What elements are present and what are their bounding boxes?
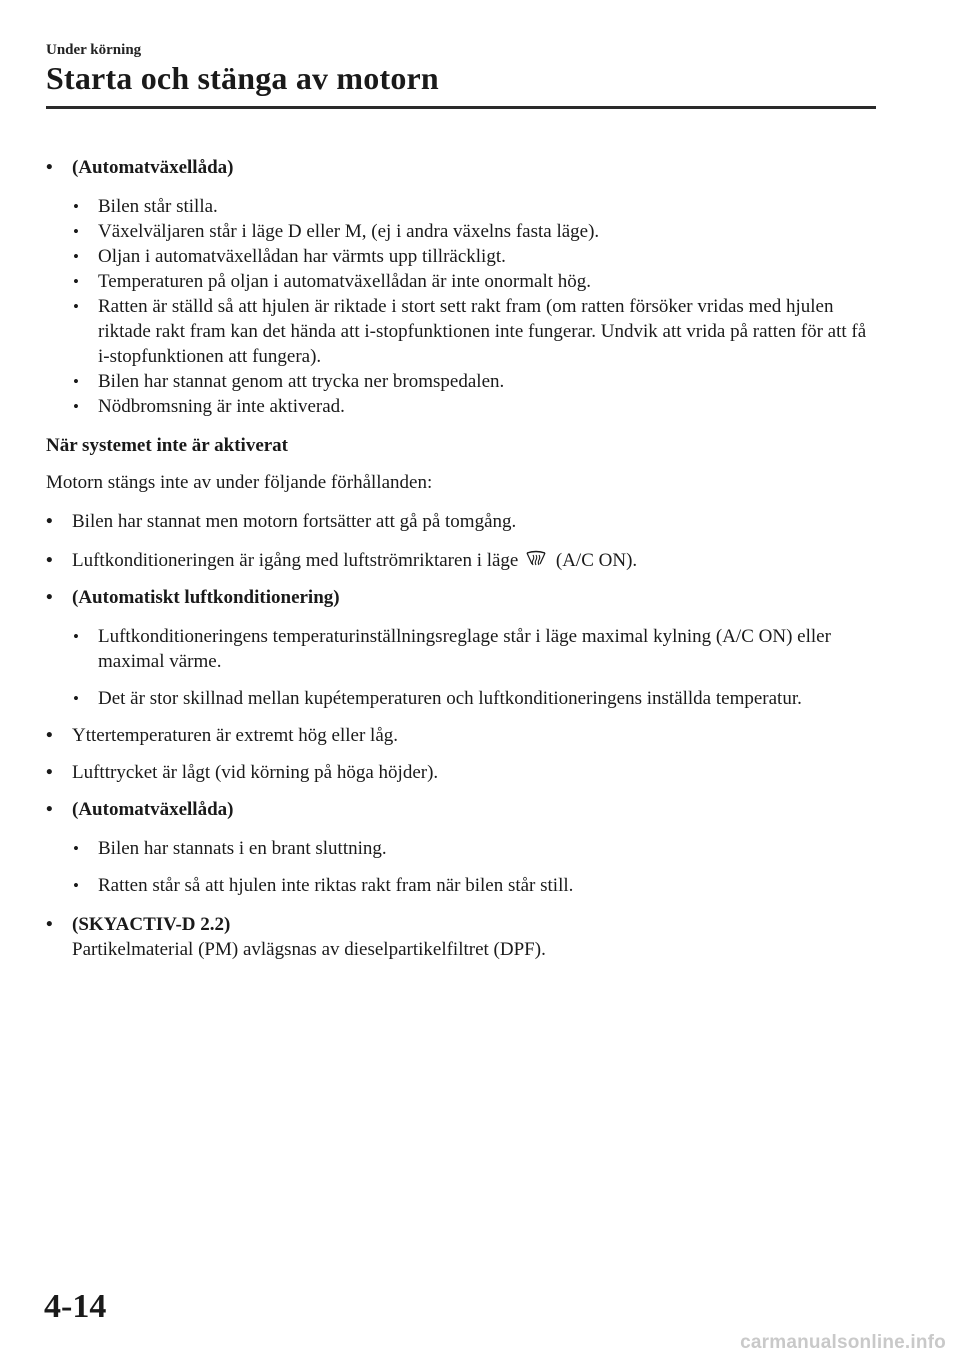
bullet-item xyxy=(46,797,876,822)
item-text: Oljan i automatväxellådan har värmts upp tillräckligt. xyxy=(98,246,506,267)
bullet-icon: • xyxy=(73,876,79,895)
bullet-item xyxy=(46,912,876,962)
bullet-icon: • xyxy=(73,297,79,316)
item-text: När systemet inte är aktiverat xyxy=(46,435,289,456)
paragraph xyxy=(46,470,876,495)
item-text-line2: Partikelmaterial (PM) avlägsnas av dieselpartikelfiltret (DPF). xyxy=(72,939,546,960)
item-text: Luftkonditioneringen är igång med luftströmriktaren i läge xyxy=(72,550,519,571)
page-title: Starta och stänga av motorn xyxy=(46,60,439,96)
bullet-icon: • xyxy=(46,157,53,178)
bullet-item xyxy=(46,509,876,534)
bullet-icon: • xyxy=(73,372,79,391)
bullet-item xyxy=(46,548,876,573)
item-text-after-icon: (A/C ON). xyxy=(555,550,638,571)
item-text: Bilen har stannat genom att trycka ner bromspedalen. xyxy=(98,371,505,392)
sub-bullet-item xyxy=(46,369,876,394)
sub-bullet-item xyxy=(46,244,876,269)
sub-bullet-item xyxy=(46,624,876,674)
paragraph xyxy=(46,433,876,458)
item-text: Luftkonditioneringens temperaturinställningsreglage står i läge maximal kylning (A/C ON) eller maximal värme. xyxy=(98,626,831,672)
sub-bullet-item xyxy=(46,294,876,369)
bullet-icon: • xyxy=(73,247,79,266)
sub-bullet-item xyxy=(46,873,876,898)
item-text: Yttertemperaturen är extremt hög eller låg. xyxy=(72,725,399,746)
bullet-icon: • xyxy=(73,839,79,858)
item-text: Växelväljaren står i läge D eller M, (ej i andra växelns fasta läge). xyxy=(98,221,600,242)
bullet-icon: • xyxy=(73,222,79,241)
sub-bullet-item xyxy=(46,219,876,244)
item-text: Bilen har stannat men motorn fortsätter att gå på tomgång. xyxy=(72,511,517,532)
sub-bullet-item xyxy=(46,394,876,419)
sub-bullet-item xyxy=(46,269,876,294)
item-text: Det är stor skillnad mellan kupétemperaturen och luftkonditioneringens inställda temperatur. xyxy=(98,688,802,709)
item-text: Temperaturen på oljan i automatväxellådan är inte onormalt hög. xyxy=(98,271,592,292)
bullet-icon: • xyxy=(46,914,53,935)
item-text: Bilen står stilla. xyxy=(98,196,218,217)
item-text: (Automatväxellåda) xyxy=(72,157,234,178)
item-text: Ratten står så att hjulen inte riktas rakt fram när bilen står still. xyxy=(98,875,574,896)
item-text: Bilen har stannats i en brant sluttning. xyxy=(98,838,387,859)
item-text: (SKYACTIV-D 2.2) xyxy=(72,914,231,935)
section-label: Under körning xyxy=(46,42,142,58)
item-text: (Automatväxellåda) xyxy=(72,799,234,820)
bullet-icon: • xyxy=(73,627,79,646)
item-text: Nödbromsning är inte aktiverad. xyxy=(98,396,345,417)
bullet-item xyxy=(46,155,876,180)
item-text: (Automatiskt luftkonditionering) xyxy=(72,587,340,608)
bullet-icon: • xyxy=(46,762,53,783)
bullet-icon: • xyxy=(46,725,53,746)
sub-bullet-item xyxy=(46,836,876,861)
content-body xyxy=(46,155,876,962)
item-text: Motorn stängs inte av under följande förhållanden: xyxy=(46,472,433,493)
defroster-icon xyxy=(525,550,547,568)
bullet-item xyxy=(46,585,876,610)
bullet-icon: • xyxy=(46,550,53,571)
title-rule xyxy=(46,106,876,109)
bullet-item xyxy=(46,760,876,785)
bullet-item xyxy=(46,723,876,748)
bullet-icon: • xyxy=(46,799,53,820)
watermark: carmanualsonline.info xyxy=(740,1332,946,1353)
item-text: Ratten är ställd så att hjulen är riktade i stort sett rakt fram (om ratten försöker vridas med hjulen riktade rakt fram kan det hända att i-stopfunktionen inte fungerar. Undvik att vrida på ratten för att få i-stopfunktionen att fungera). xyxy=(98,296,867,367)
sub-bullet-item xyxy=(46,194,876,219)
bullet-icon: • xyxy=(73,397,79,416)
page-number: 4-14 xyxy=(44,1288,107,1325)
sub-bullet-item xyxy=(46,686,876,711)
bullet-icon: • xyxy=(46,511,53,532)
bullet-icon: • xyxy=(46,587,53,608)
bullet-icon: • xyxy=(73,689,79,708)
item-text: Lufttrycket är lågt (vid körning på höga höjder). xyxy=(72,762,439,783)
bullet-icon: • xyxy=(73,197,79,216)
bullet-icon: • xyxy=(73,272,79,291)
